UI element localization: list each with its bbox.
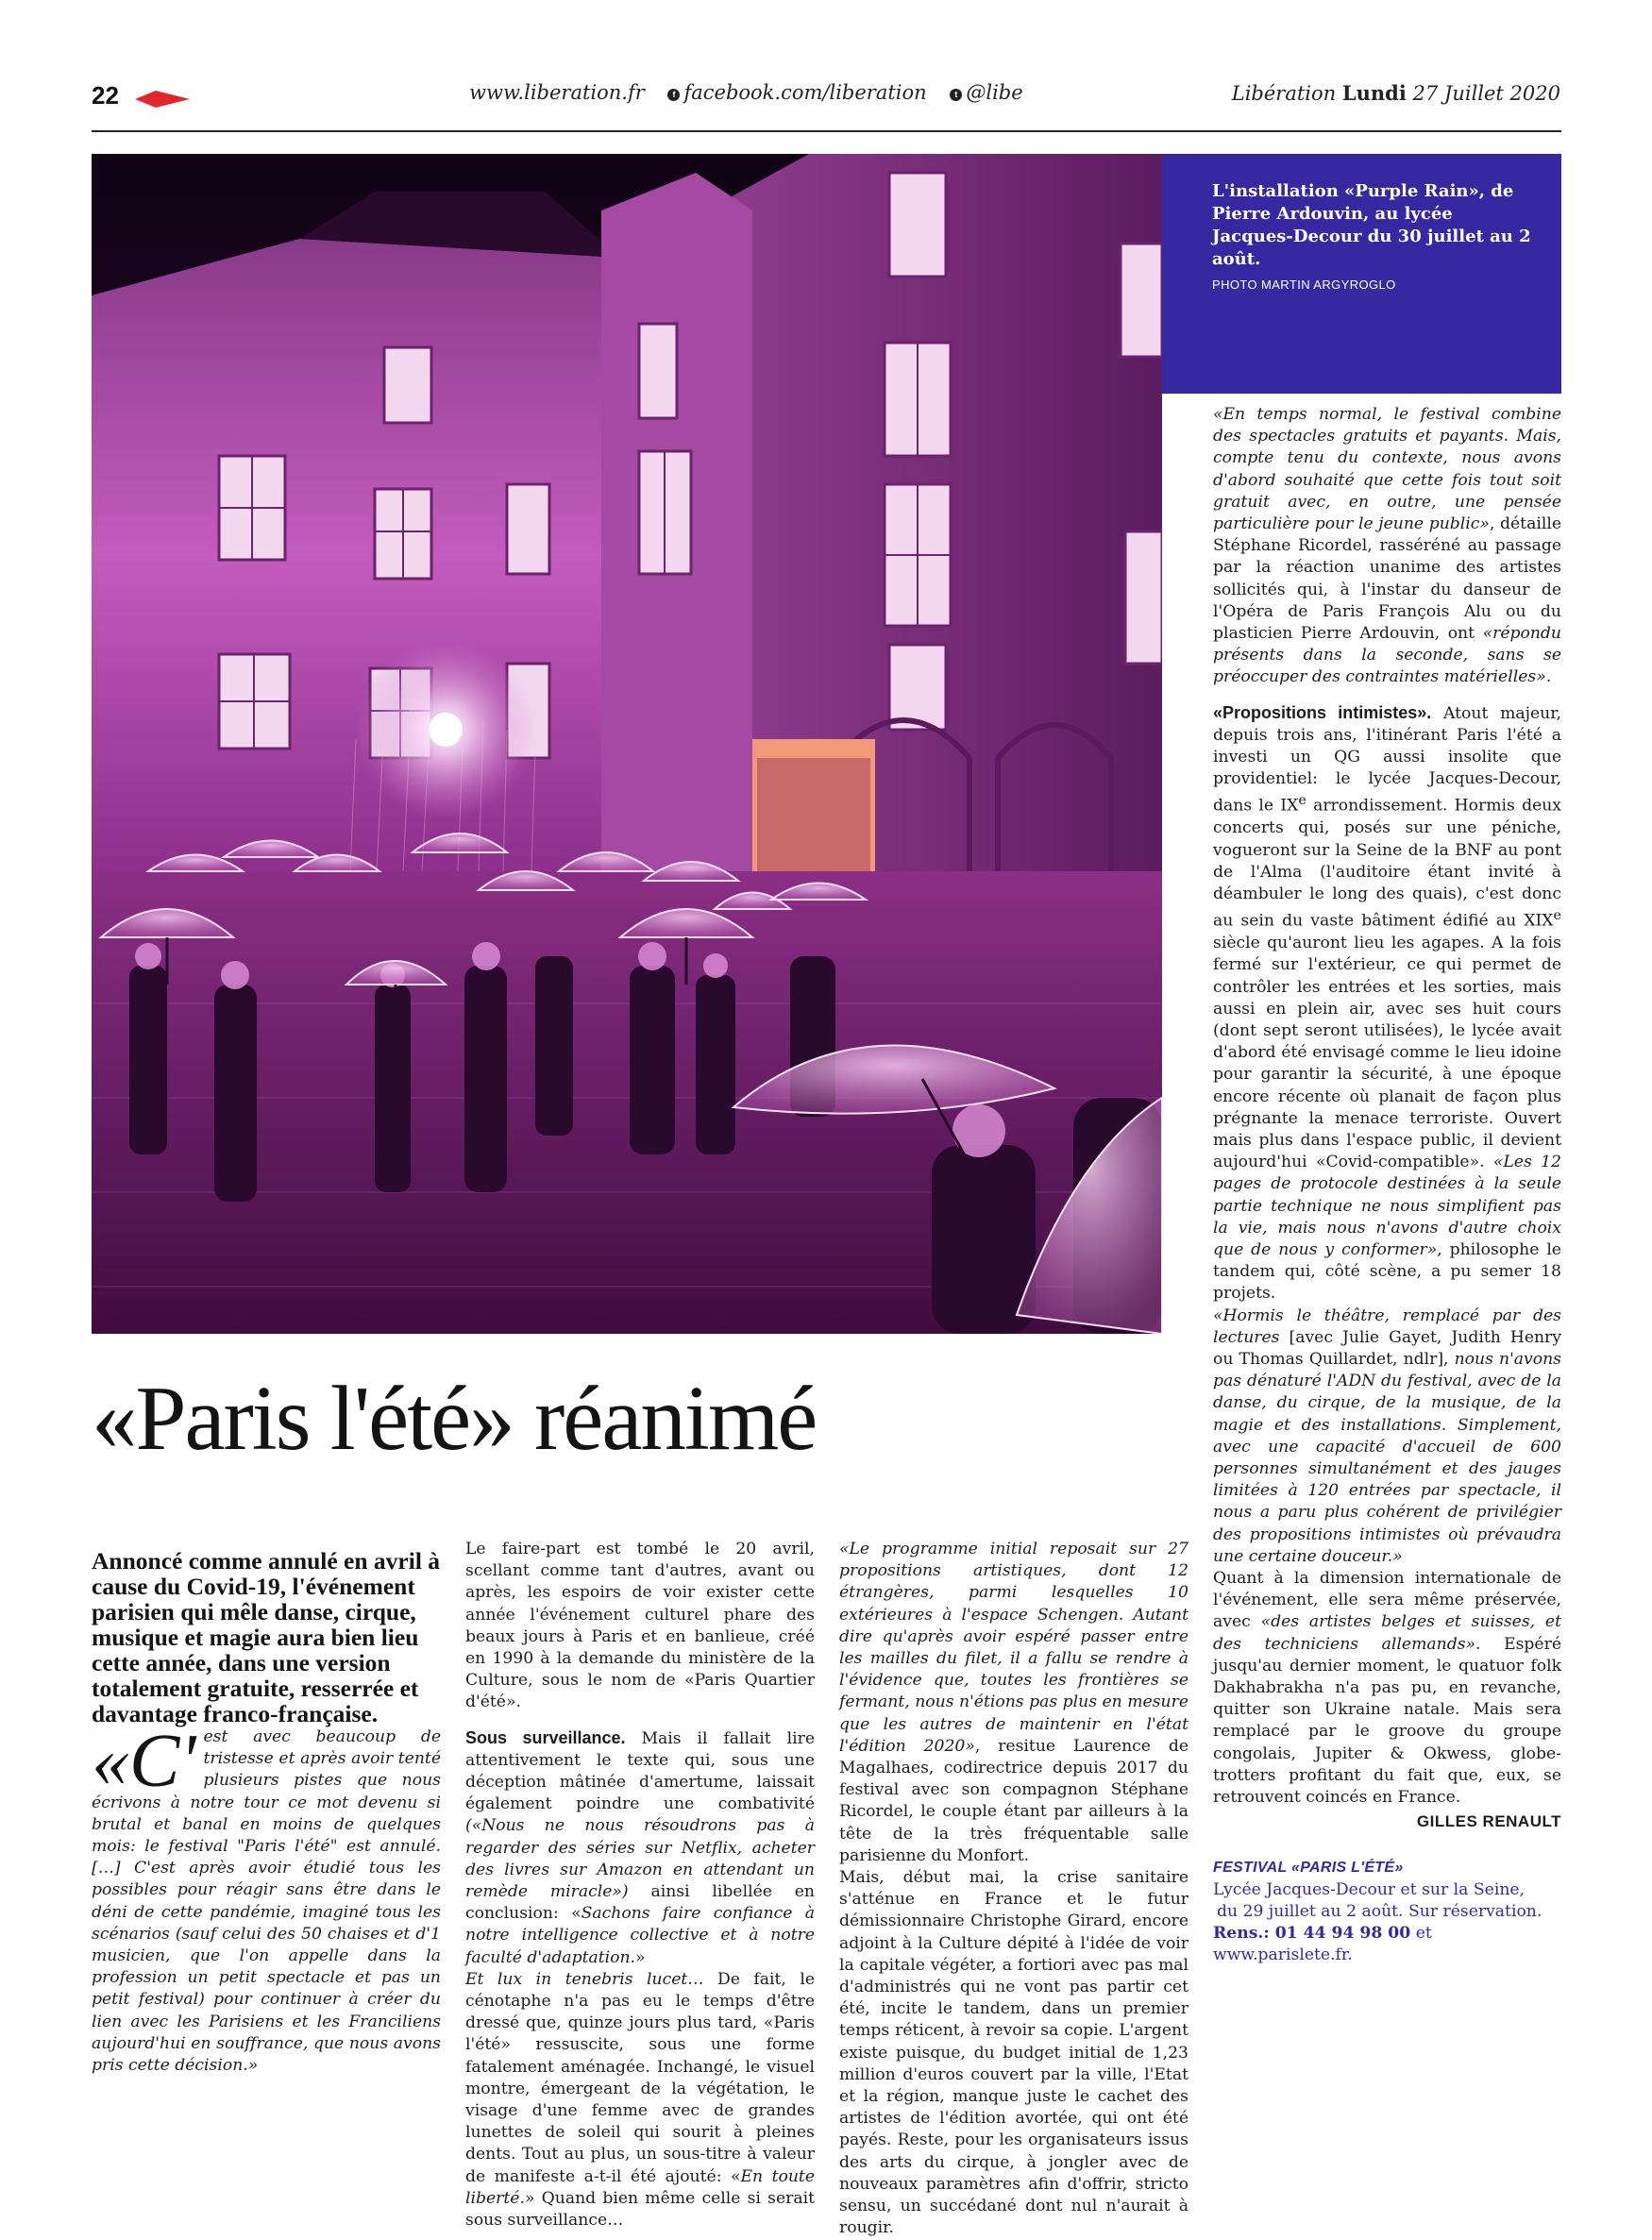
page-number: 22 [92,81,119,109]
infobox-phone: Rens.: 01 44 94 98 00 [1213,1924,1411,1944]
liberation-red-diamond-logo [135,89,192,109]
article-headline: «Paris l'été» réanimé [92,1368,817,1469]
p7-sup-1: e [1298,793,1306,809]
p2-quote-b: («Nous ne nous résoudrons pas à regarder des séries sur Netflix, acheter des livres sur Amazon en attendant un remède miracle») [465,1816,815,1902]
header-date: 27 Juillet 2020 [1412,82,1560,105]
p4-quote-a: «Le programme initial reposait sur 27 propositions artistiques, dont 12 étrangères, parmi lesquelles 10 extérieures à l'espace Schengen. Autant dire qu'après avoir espéré passer entre les mailles du filet, il a fallu se rendre à l'évidence que, toutes les frontières se fermant, nous n'étions pas plus en mesure que les autres de maintenir en l'état l'édition 2020» [839,1540,1188,1756]
p3-latin: Et lux in tenebris lucet… [465,1969,704,1989]
caption-text: L'installation «Purple Rain», de Pierre Ardouvin, au lycée Jacques-Decour du 30 juillet au 2 août. [1212,181,1531,269]
paragraph-2 [465,1727,815,1969]
p7-text-a: Atout majeur, depuis trois ans, l'itinérant Paris l'été a investi un QG aussi insolite que providentiel: le lycée Jacques-Decour, dans le IX [1213,703,1561,817]
p8-text-b: [avec Julie Gayet, Judith Henry ou Thomas Quillardet, ndlr], [1213,1327,1561,1369]
infobox-website[interactable]: et www.parislete.fr. [1213,1924,1432,1965]
p2-text-c: ainsi libellée en conclusion: « [465,1882,815,1924]
header-links [469,81,1023,104]
column-2 [465,1539,815,2232]
p7-quote-d: «Les 12 pages de protocole destinées à la seule partie technique ne nous simplifient pas la vie, mais nous n'avons d'autre choix que de nous y conformer» [1213,1153,1561,1259]
festival-infobox [1213,1857,1561,1966]
p6-quote-a: «En temps normal, le festival combine des spectacles gratuits et payants. Mais, compte tenu du contexte, nous avons d'abord souhaité que cette fois tout soit gratuit avec, en outre, une pensée particulière pour le jeune public» [1213,405,1561,534]
p8-quote-a: «Hormis le théâtre, remplacé par des lectures [1213,1305,1561,1347]
paragraph-4 [839,1539,1188,1867]
paragraph-7 [1213,702,1561,1305]
p3-quote-c: En toute liberté. [465,2166,815,2208]
paragraph-5: Mais, début mai, la crise sanitaire s'atténue en France et le futur démissionnaire Christophe Girard, encore adjoint à la Culture dépité à l'idée de voir la capitale végéter, a fortiori avec pas mal d'administrés qui ne vont pas partir cet été, incite le tandem, dans un premier temps réticent, à revoir sa copie. L'argent existe puisque, du budget initial de 1,23 million d'euros couvert par la ville, l'Etat et la région, manque juste le cachet des artistes de l'édition avortée, qui ont été payés. Reste, pour les organisateurs issus des arts du cirque, à jongler avec de nouveaux paramètres afin d'offrir, stricto sensu, un succédané dont nul n'aurait à rougir. [839,1868,1188,2238]
column-3 [839,1539,1188,2240]
p3-text-d: » Quand bien même celle si serait sous surveillance… [465,2188,815,2231]
p8-quote-c: nous n'avons pas dénaturé l'ADN du festival, avec de la danse, du cirque, de la musique, de la magie et des installations. Simplement, avec une capacité d'accueil de 600 personnes simultanément et des jauges limitées à 120 entrées par spectacle, il nous a paru plus cohérent de privilégier des propositions intimistes où prévaudra une certaine douceur.» [1213,1350,1561,1566]
p6-text-b: , détaille Stéphane Ricordel, rasséréné au passage par la réaction unanime des artistes sollicités qui, à l'instar du danseur de l'Opéra de Paris François Alu ou du plasticien Pierre Ardouvin, ont [1213,514,1561,644]
website-link[interactable]: www.liberation.fr [469,81,645,104]
p2-text-e: » [635,1947,646,1967]
header-day: Lundi [1341,81,1407,105]
drop-cap: «C' [92,1720,196,1803]
p3-text-b: De fait, le cénotaphe n'a pas eu le temps d'être dressé que, quinze jours plus tard, «Paris l'été» ressuscite, sous une forme fatalement aménagée. Inchangé, le visuel montre, émergeant de la végétation, le visage d'une femme avec de grandes lunettes de soleil qui sourit à pleines dents. Tout au plus, un sous-titre à valeur de manifeste a-t-il été ajouté: « [465,1969,815,2186]
infobox-title: FESTIVAL «PARIS L'ÉTÉ» [1213,1860,1404,1877]
author-signature: GILLES RENAULT [1416,1812,1561,1831]
p9-text-a: Quant à la dimension internationale de l'événement, elle sera même préservée, avec [1213,1569,1561,1632]
p6-quote-c: «répondu présents dans la seconde, sans se préoccuper des contraintes matérielles» [1213,624,1561,687]
p4-text-b: , resitue Laurence de Magalhaes, codirectrice depuis 2017 du festival avec son compagnon Stéphane Ricordel, le couple étant par ailleurs à la tête de la très fréquentable salle parisienne du Monfort. [839,1736,1188,1865]
twitter-icon: t [950,89,962,101]
paragraph-6 [1213,404,1561,689]
intertitle-sous-surveillance: Sous surveillance. [465,1727,626,1747]
p9-text-c: . Espéré jusqu'au dernier moment, le quatuor folk Dakhabrakha n'a pas pu, en revanche, quitter son Ukraine natale. Mais sera remplacé par le groove du groupe congolais, Jupiter & Okwess, globe-trotters profitant du fait que, eux, se retrouvent coincés en France. [1213,1634,1561,1808]
p7-text-c: siècle qu'auront lieu les agapes. A la fois fermé sur l'extérieur, ce qui permet de contrôler les entrées et les sorties, mais aussi en plein air, avec ses huit cours (dont sept seront utilisées), le lycée avait d'abord été envisagé comme le lieu idoine pour garantir la sécurité, à une époque encore récente où planait de façon plus prégnante la menace terroriste. Ouvert mais plus dans l'espace public, il devient aujourd'hui «Covid-compatible». [1213,934,1561,1172]
header-rule [92,130,1561,132]
paragraph-8 [1213,1305,1561,1568]
purple-rain-courtyard-illustration [92,154,1162,1334]
infobox-venue: Lycée Jacques-Decour et sur la Seine, [1213,1879,1526,1899]
p7-text-e: , philosophe le tandem qui, côté scène, a pu semer 18 projets. [1213,1239,1561,1304]
column-1 [92,1548,441,2077]
p2-text-a: Mais il fallait lire attentivement le texte qui, sous une déception mâtinée d'amertume, laissait également poindre une combativité [465,1728,815,1814]
column-4 [1213,404,1561,1966]
facebook-label: facebook.com/liberation [683,81,927,104]
p6-text-d: . [1545,667,1552,687]
infobox-contact [1213,1923,1561,1966]
facebook-link[interactable] [667,81,926,104]
facebook-icon: f [667,89,680,101]
photo-caption [1212,180,1538,296]
paragraph-3 [465,1969,815,2232]
photo-caption-box [1162,154,1561,394]
lede-text: est avec beaucoup de tristesse et après avoir tenté plusieurs pistes que nous écrivons à notre tour ce mot devenu si brutal et banal en moins de quelques mois: le festival "Paris l'été" est annulé. […] C'est après avoir étudié tous les possibles pour réagir sans être dans le déni de cette pandémie, imaginé tous les scénarios (sauf celui des 50 chaises et d'1 musicien, que l'on appelle dans la profession un petit spectacle et pas un petit festival) pour continuer à créer du lien avec les Parisiens et les Franciliens aujourd'hui en souffrance, que nous avons pris cette décision.» [92,1727,441,2076]
intertitle-propositions-intimistes: «Propositions intimistes». [1213,702,1432,722]
p2-quote-d: Sachons faire confiance à notre intelligence collective et à notre faculté d'adaptation. [465,1904,815,1967]
twitter-link[interactable] [950,81,1022,104]
p9-quote-b: «des artistes belges et suisses, et des techniciens allemands» [1213,1612,1561,1654]
article-photo [92,154,1162,1334]
paper-name: Libération [1231,82,1337,105]
twitter-label: @libe [966,81,1023,104]
header-dateline [1232,81,1560,105]
paragraph-1: Le faire-part est tombé le 20 avril, scellant comme tant d'autres, avant ou après, les espoirs de voir exister cette année l'événement culturel phare des beaux jours à Paris et en banlieue, créé en 1990 à la demande du ministère de la Culture, sous le nom de «Paris Quartier d'été». [465,1540,815,1712]
p7-sup-2: e [1553,908,1561,924]
infobox-dates: du 29 juillet au 2 août. Sur réservation. [1217,1901,1542,1921]
p7-text-b: arrondissement. Hormis deux concerts qui, posés sur une péniche, vogueront sur la Seine de la BNF au pont de l'Alma (l'auditoire étant invité à déambuler le long des quais), c'est donc au sein du vaste bâtiment édifié au XIX [1213,797,1562,931]
article-standfirst: Annoncé comme annulé en avril à cause du Covid-19, l'événement parisien qui mêle danse, cirque, musique et magie aura bien lieu cette année, dans une version totalement gratuite, resserrée et davantage franco-française. [92,1547,441,1727]
paragraph-9 [1213,1568,1561,1809]
photo-credit: PHOTO MARTIN ARGYROGLO [1212,278,1396,292]
lede-quote [92,1720,441,2077]
